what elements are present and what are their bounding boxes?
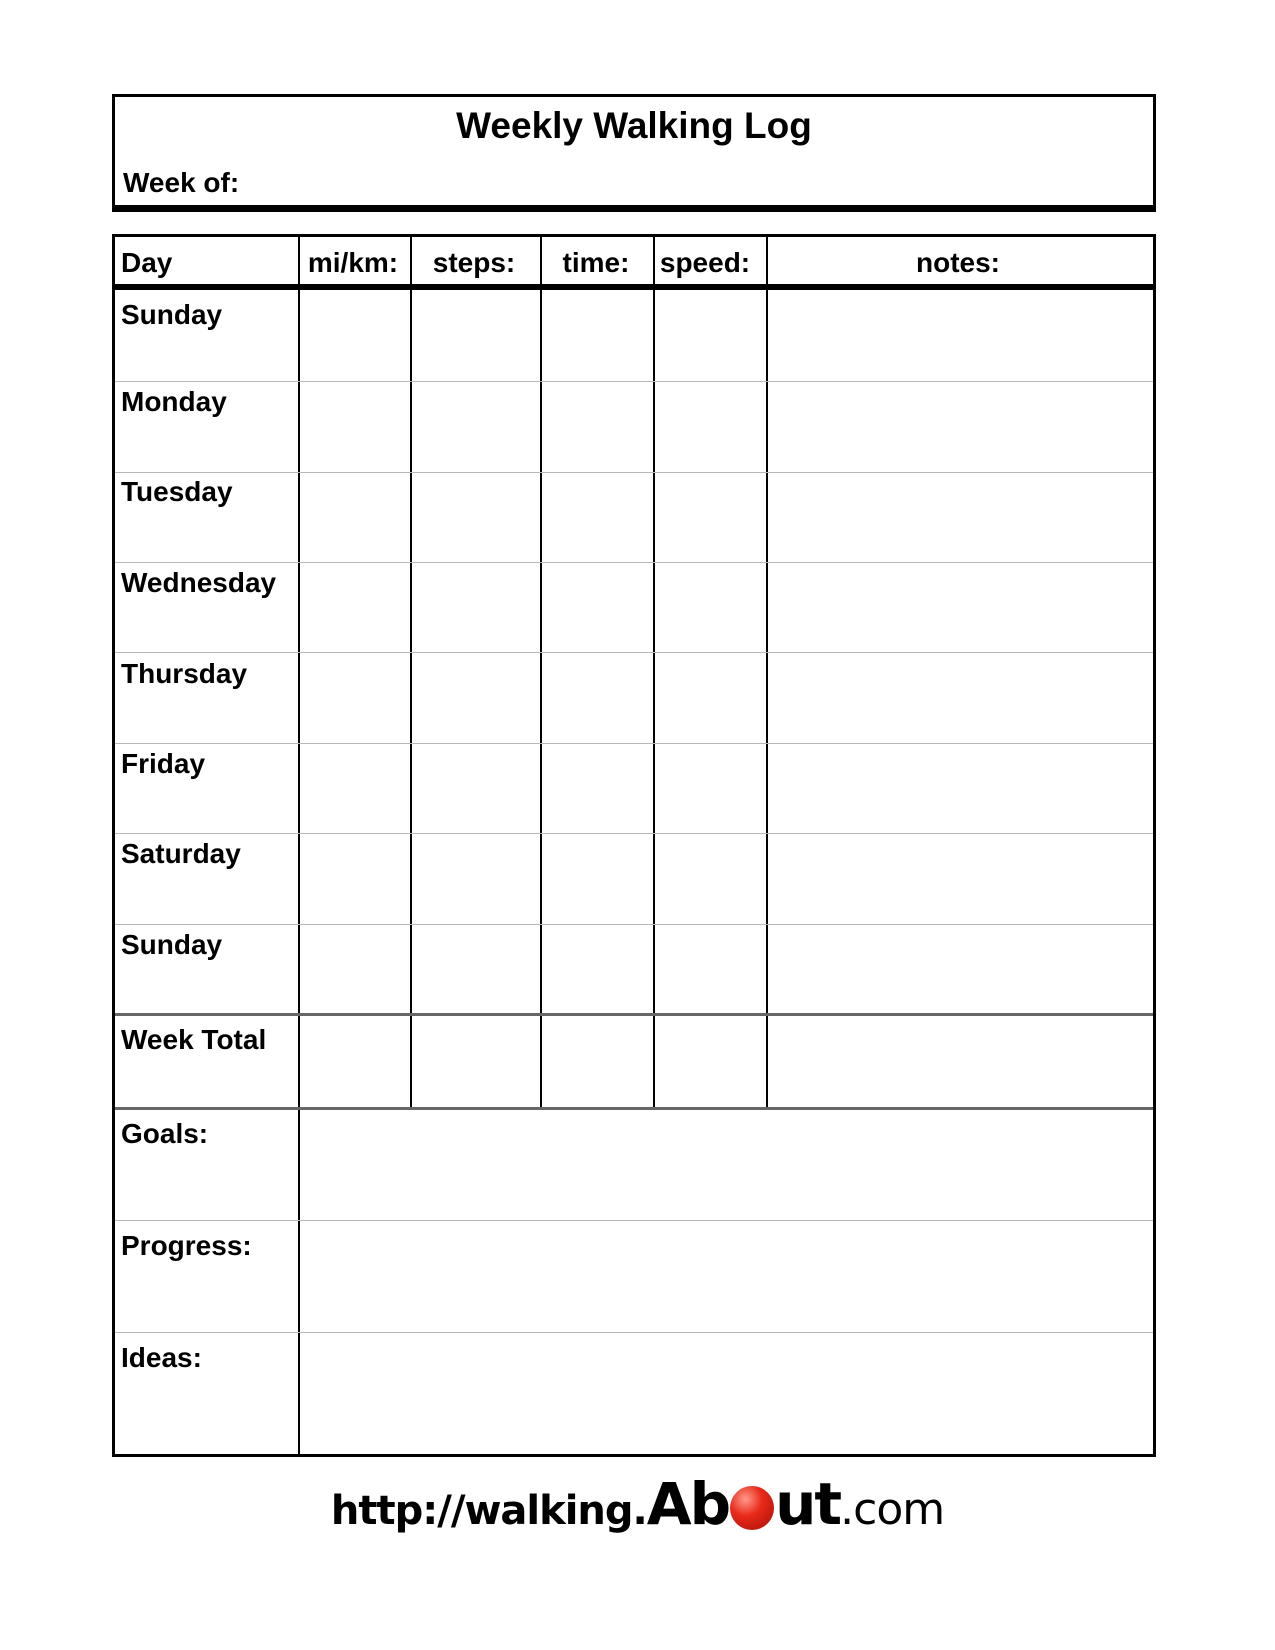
column-header-distance: mi/km: — [307, 247, 399, 278]
time-column-divider — [653, 237, 655, 1110]
row-label-week-total: Week Total — [121, 1024, 267, 1055]
row-label-friday: Friday — [121, 748, 206, 779]
speed-column-divider — [766, 237, 768, 1110]
row-divider — [115, 1332, 1153, 1333]
goals-divider — [115, 1107, 1153, 1110]
row-label-monday: Monday — [121, 386, 227, 417]
footer-brand-end: ut — [775, 1470, 841, 1538]
column-header-steps: steps: — [432, 247, 516, 278]
row-divider — [115, 833, 1153, 834]
footer-url[interactable] — [0, 1470, 1275, 1538]
row-label-progress: Progress: — [121, 1230, 252, 1261]
row-divider — [115, 381, 1153, 382]
column-header-speed: speed: — [659, 247, 751, 278]
header-box — [112, 94, 1156, 212]
row-label-ideas: Ideas: — [121, 1342, 202, 1373]
footer-url-prefix: http://walking. — [330, 1488, 647, 1534]
row-divider — [115, 652, 1153, 653]
row-label-sunday: Sunday — [121, 299, 223, 330]
row-label-thursday: Thursday — [121, 658, 248, 689]
row-divider — [115, 562, 1153, 563]
distance-column-divider — [410, 237, 412, 1110]
day-column-divider — [298, 237, 300, 1457]
column-header-notes: notes: — [916, 247, 1000, 278]
week-total-divider — [115, 1013, 1153, 1016]
row-label-goals: Goals: — [121, 1118, 209, 1149]
red-ball-icon — [730, 1486, 774, 1530]
header-divider — [115, 284, 1153, 290]
row-label-sunday-2: Sunday — [121, 929, 223, 960]
row-label-saturday: Saturday — [121, 838, 241, 869]
row-label-wednesday: Wednesday — [121, 567, 277, 598]
row-divider — [115, 743, 1153, 744]
row-divider — [115, 472, 1153, 473]
steps-column-divider — [540, 237, 542, 1110]
row-divider — [115, 924, 1153, 925]
row-divider — [115, 1220, 1153, 1221]
footer-url-suffix: .com — [840, 1484, 945, 1535]
page-title: Weekly Walking Log — [456, 105, 812, 146]
column-header-day: Day — [121, 247, 173, 278]
walking-log-table — [112, 234, 1156, 1457]
week-of-label: Week of: — [123, 167, 240, 198]
column-header-time: time: — [562, 247, 630, 278]
footer-brand-start: Ab — [646, 1470, 730, 1538]
row-label-tuesday: Tuesday — [121, 476, 233, 507]
